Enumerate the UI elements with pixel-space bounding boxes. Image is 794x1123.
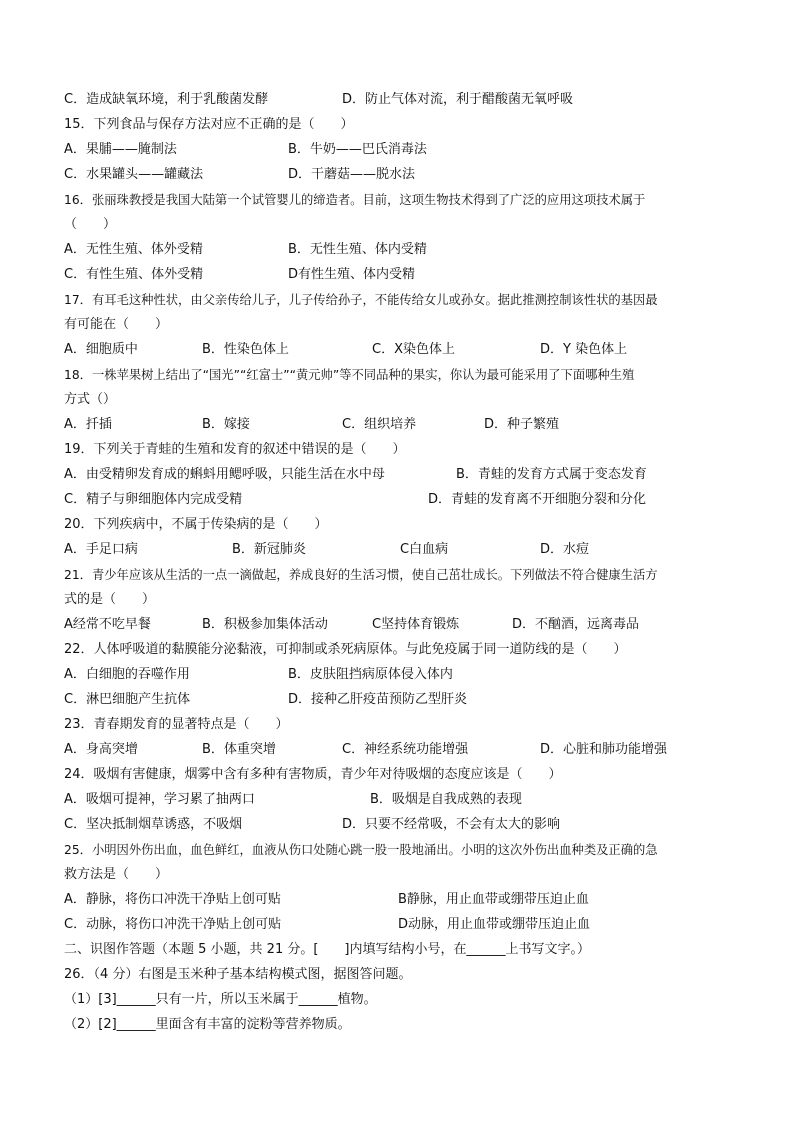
q17-option-b: B．性染色体上 xyxy=(202,342,289,357)
q16-option-d: D有性生殖、体内受精 xyxy=(288,267,416,282)
q21-stem-line2: 式的是（ ） xyxy=(64,592,156,607)
q23-option-d: D．心脏和肺功能增强 xyxy=(540,742,668,757)
q20-stem: 20．下列疾病中，不属于传染病的是（ ） xyxy=(64,517,328,532)
q15-option-d: D．干蘑菇——脱水法 xyxy=(288,167,416,182)
q16-stem-line1: 16．张丽珠教授是我国大陆第一个试管婴儿的缔造者。目前，这项生物技术得到了广泛的应用这项技术属于 xyxy=(64,193,646,207)
q23-stem: 23．青春期发育的显著特点是（ ） xyxy=(64,717,289,732)
q21-option-a: A经常不吃早餐 xyxy=(64,617,151,632)
q15-stem: 15．下列食品与保存方法对应不正确的是（ ） xyxy=(64,117,354,132)
q21-option-d: D．不酗酒，远离毒品 xyxy=(512,617,640,632)
q16-stem-line2: （ ） xyxy=(64,217,117,232)
q23-option-c: C．神经系统功能增强 xyxy=(342,742,469,757)
q24-option-d: D．只要不经常吸，不会有太大的影响 xyxy=(342,817,561,832)
q26-sub2: （2）[2]______里面含有丰富的淀粉等营养物质。 xyxy=(64,1017,351,1032)
q15-option-c: C．水果罐头——罐藏法 xyxy=(64,167,204,182)
q25-option-c: C．动脉，将伤口冲洗干净贴上创可贴 xyxy=(64,917,282,932)
q18-option-b: B．嫁接 xyxy=(202,417,250,432)
q16-option-c: C．有性生殖、体外受精 xyxy=(64,267,204,282)
q18-option-c: C．组织培养 xyxy=(342,417,417,432)
q25-option-b: B静脉，用止血带或绷带压迫止血 xyxy=(398,892,589,907)
q19-option-b: B．青蛙的发育方式属于变态发育 xyxy=(456,467,647,482)
q22-stem: 22．人体呼吸道的黏膜能分泌黏液，可抑制或杀死病原体。与此免疫属于同一道防线的是（ ） xyxy=(64,642,627,657)
q24-option-b: B．吸烟是自我成熟的表现 xyxy=(370,792,522,807)
q18-stem-line2: 方式（） xyxy=(64,392,117,407)
q15-option-a: A．果脯——腌制法 xyxy=(64,142,177,157)
q25-stem-line1: 25．小明因外伤出血，血色鲜红，血液从伤口处随心跳一股一股地涌出。小明的这次外伤出血种类及正确的急 xyxy=(64,843,658,857)
q18-option-a: A．扦插 xyxy=(64,417,112,432)
q26-stem: 26．（4 分）右图是玉米种子基本结构模式图，据图答问题。 xyxy=(64,967,412,982)
q20-option-a: A．手足口病 xyxy=(64,542,138,557)
q19-stem: 19．下列关于青蛙的生殖和发育的叙述中错误的是（ ） xyxy=(64,442,406,457)
q21-stem-line1: 21．青少年应该从生活的一点一滴做起，养成良好的生活习惯，使自己茁壮成长。下列做法不符合健康生活方 xyxy=(64,568,658,582)
q20-option-c: C白血病 xyxy=(400,542,449,557)
q18-option-d: D．种子繁殖 xyxy=(484,417,560,432)
q22-option-c: C．淋巴细胞产生抗体 xyxy=(64,692,191,707)
q19-option-c: C．精子与卵细胞体内完成受精 xyxy=(64,492,243,507)
q23-option-a: A．身高突增 xyxy=(64,742,138,757)
q17-stem-line1: 17．有耳毛这种性状，由父亲传给儿子，儿子传给孙子，不能传给女儿或孙女。据此推测控制该性状的基因最 xyxy=(64,293,658,307)
q22-option-a: A．白细胞的吞噬作用 xyxy=(64,667,190,682)
q19-option-d: D．青蛙的发育离不开细胞分裂和分化 xyxy=(428,492,647,507)
q22-option-d: D．接种乙肝疫苗预防乙型肝炎 xyxy=(288,692,468,707)
q18-stem-line1: 18．一株苹果树上结出了“国光”“红富士”“黄元帅”等不同品种的果实，你认为最可能采用了下面哪种生殖 xyxy=(64,368,635,382)
q14-option-d: D．防止气体对流，利于醋酸菌无氧呼吸 xyxy=(342,92,574,107)
q25-option-d: D动脉，用止血带或绷带压迫止血 xyxy=(398,917,591,932)
q25-stem-line2: 救方法是（ ） xyxy=(64,867,169,882)
q21-option-c: C坚持体育锻炼 xyxy=(372,617,460,632)
q25-option-a: A．静脉，将伤口冲洗干净贴上创可贴 xyxy=(64,892,281,907)
q17-option-d: D．Y 染色体上 xyxy=(540,342,628,357)
q21-option-b: B．积极参加集体活动 xyxy=(202,617,328,632)
q17-option-c: C．X染色体上 xyxy=(372,342,455,357)
q17-stem-line2: 有可能在（ ） xyxy=(64,317,169,332)
q24-option-a: A．吸烟可提神，学习累了抽两口 xyxy=(64,792,255,807)
q19-option-a: A．由受精卵发育成的蝌蚪用鳃呼吸，只能生活在水中母 xyxy=(64,467,385,482)
q24-stem: 24．吸烟有害健康，烟雾中含有多种有害物质，青少年对待吸烟的态度应该是（ ） xyxy=(64,767,562,782)
q20-option-b: B．新冠肺炎 xyxy=(232,542,306,557)
q24-option-c: C．坚决抵制烟草诱惑，不吸烟 xyxy=(64,817,243,832)
q15-option-b: B．牛奶——巴氏消毒法 xyxy=(288,142,427,157)
section2-heading: 二、识图作答题（本题 5 小题，共 21 分。[ ]内填写结构小号，在______上书写文字。） xyxy=(64,942,590,957)
q16-option-b: B．无性生殖、体内受精 xyxy=(288,242,427,257)
q20-option-d: D．水痘 xyxy=(540,542,590,557)
q16-option-a: A．无性生殖、体外受精 xyxy=(64,242,203,257)
q23-option-b: B．体重突增 xyxy=(202,742,276,757)
q17-option-a: A．细胞质中 xyxy=(64,342,138,357)
q26-sub1: （1）[3]______只有一片，所以玉米属于______植物。 xyxy=(64,992,377,1007)
q14-option-c: C．造成缺氧环境，利于乳酸菌发酵 xyxy=(64,92,269,107)
q22-option-b: B．皮肤阻挡病原体侵入体内 xyxy=(288,667,453,682)
